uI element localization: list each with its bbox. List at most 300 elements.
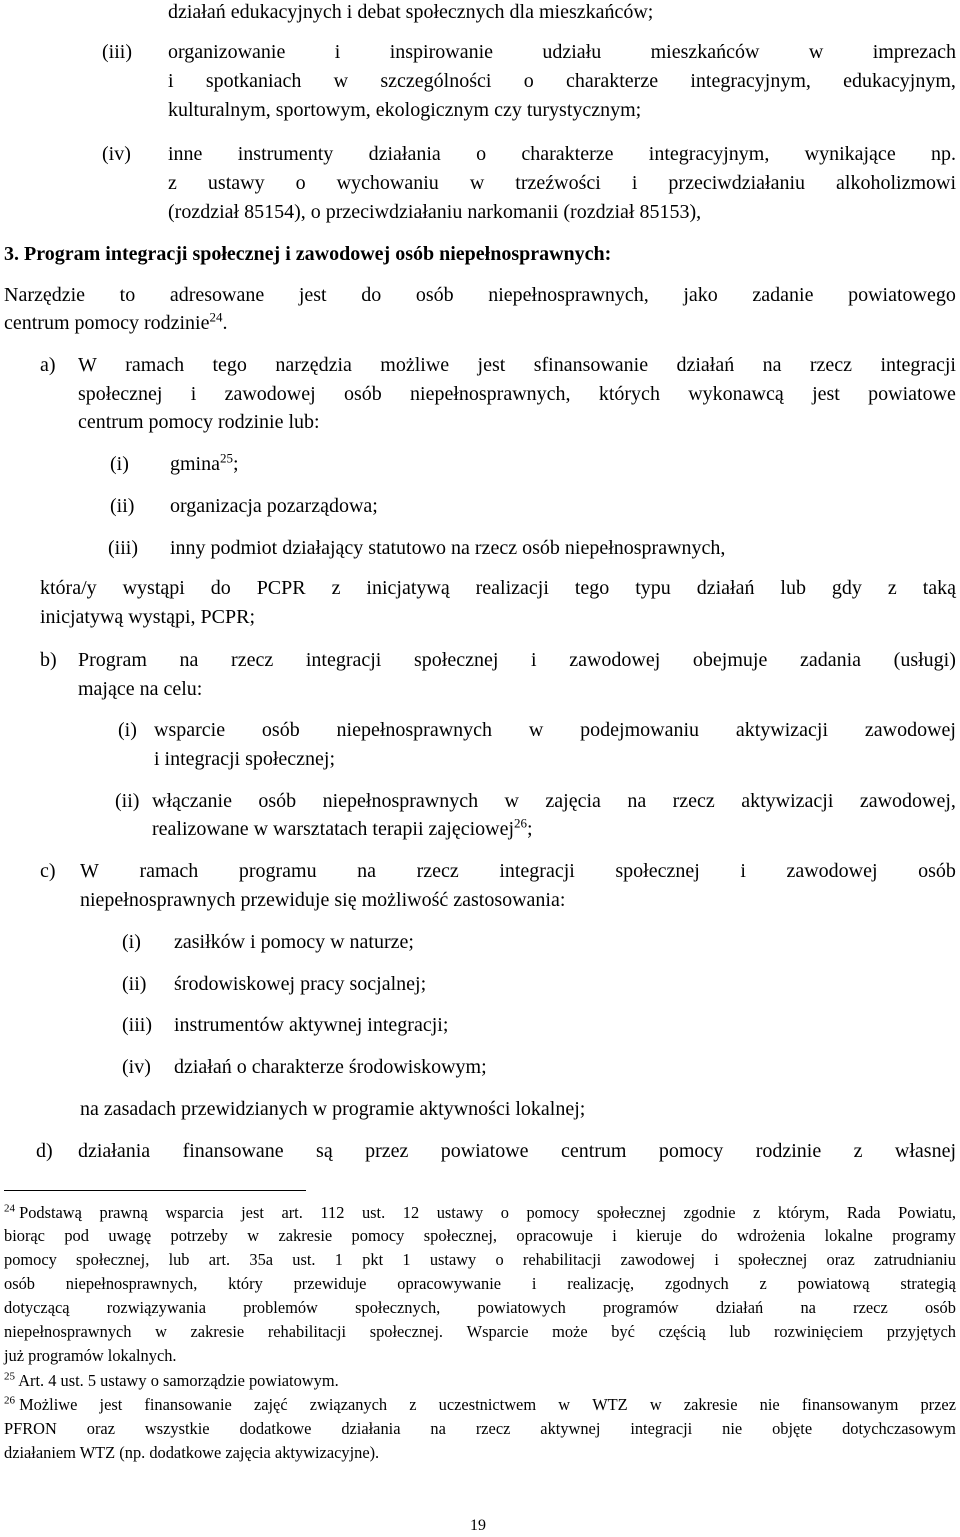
word: w — [247, 1226, 260, 1245]
word: do — [701, 1226, 718, 1245]
word: osób — [4, 1274, 35, 1293]
text-line — [78, 353, 956, 377]
word: dodatkowe — [239, 1419, 312, 1438]
footnote-ref: 24 — [209, 309, 223, 325]
word: na — [800, 1298, 816, 1317]
word: typu — [635, 577, 671, 599]
word: możliwe — [380, 354, 450, 376]
word: biorąc — [4, 1226, 45, 1245]
word: zatrudnianiu — [873, 1250, 956, 1269]
list-label: (iii) — [102, 41, 132, 63]
word: o — [476, 143, 487, 165]
word: społecznej — [413, 649, 499, 671]
word: społecznej, — [76, 1250, 150, 1269]
footnote-25 — [4, 1369, 339, 1392]
word: niepełnosprawnych — [4, 1322, 132, 1341]
word: społecznej. — [369, 1322, 443, 1341]
word: powiatową — [797, 1274, 870, 1293]
word: lub — [729, 1322, 751, 1341]
word: społecznej — [78, 383, 163, 405]
word: zakresie — [683, 1395, 738, 1414]
word: integracji — [630, 1419, 693, 1438]
word: niepełnosprawnych, — [65, 1274, 198, 1293]
word: wszystkie — [144, 1419, 210, 1438]
text-span: ; — [233, 453, 239, 475]
word: do — [210, 577, 231, 599]
word: zawodowej, — [859, 790, 956, 812]
word: sfinansowanie — [533, 354, 649, 376]
word: aktywizacji — [741, 790, 834, 812]
word: realizację, — [567, 1274, 635, 1293]
word: rzecz — [809, 354, 853, 376]
word: działania — [341, 1419, 401, 1438]
word: wynikające — [804, 143, 896, 165]
footnote-ref: 25 — [220, 450, 233, 466]
word: jako — [683, 284, 718, 306]
word: Rada — [846, 1203, 881, 1222]
word: których — [598, 383, 660, 405]
list-label: (iv) — [102, 143, 131, 165]
word: osób — [261, 719, 300, 741]
word: np. — [931, 143, 956, 165]
text-line: centrum pomocy rodzinie lub: — [78, 411, 320, 433]
word: z — [759, 1274, 767, 1293]
list-label: (iii) — [122, 1014, 152, 1036]
word: zawodowej — [224, 383, 316, 405]
word: kieruje — [636, 1226, 682, 1245]
list-label: (iii) — [108, 537, 138, 559]
word: zawodowej — [569, 649, 661, 671]
word: powiatowego — [848, 284, 956, 306]
word: przyjętych — [886, 1322, 956, 1341]
word: z — [168, 172, 177, 194]
word: zawodowej — [620, 1250, 696, 1269]
word: w — [649, 1395, 662, 1414]
word: nie — [722, 1419, 743, 1438]
word: rehabilitacji — [267, 1322, 347, 1341]
word: objęte — [772, 1419, 813, 1438]
word: pkt — [362, 1250, 384, 1269]
word: i — [740, 860, 746, 882]
word: charakterze — [521, 143, 614, 165]
word: udziału — [542, 41, 602, 63]
word: i — [190, 383, 197, 405]
text-line — [78, 382, 956, 406]
word: osób — [343, 383, 382, 405]
word: działania — [78, 1140, 151, 1162]
word: rodzinie — [755, 1140, 822, 1162]
word: w — [558, 1395, 571, 1414]
list-label: (i) — [118, 719, 137, 741]
word: programy — [892, 1226, 956, 1245]
word: pod — [64, 1226, 89, 1245]
word: i — [168, 70, 174, 92]
word: społecznej — [615, 860, 700, 882]
text-line — [152, 817, 533, 841]
list-label: d) — [36, 1140, 53, 1162]
word: i — [631, 172, 638, 194]
word: wykonawcą — [688, 383, 784, 405]
word: tego — [212, 354, 247, 376]
word: i — [334, 41, 341, 63]
word: to — [119, 284, 136, 306]
word: wdrożenia — [736, 1226, 806, 1245]
word: zgodnych — [664, 1274, 729, 1293]
word: integracyjnym, — [648, 143, 770, 165]
text-line: (rozdział 85154), o przeciwdziałaniu narkomanii (rozdział 85153), — [168, 201, 702, 223]
word: przewiduje — [293, 1274, 367, 1293]
word: ustawy — [436, 1203, 484, 1222]
word: WTZ — [592, 1395, 628, 1414]
list-label: (ii) — [110, 495, 135, 517]
word: jest — [99, 1395, 123, 1414]
word: pomocy — [526, 1203, 580, 1222]
text-line: inicjatywą wystąpi, PCPR; — [40, 606, 255, 628]
word: taką — [922, 577, 956, 599]
word: mieszkańców — [650, 41, 760, 63]
word: imprezach — [872, 41, 956, 63]
text-line — [168, 69, 956, 93]
word: w — [528, 719, 544, 741]
word: na — [762, 354, 782, 376]
word: Program — [78, 649, 147, 671]
word: zajęcia — [545, 790, 601, 812]
word: i — [714, 1250, 719, 1269]
footnote-24-line — [4, 1201, 956, 1224]
word: o — [495, 1250, 504, 1269]
word: zakresie — [278, 1226, 333, 1245]
footnote-number: 25 — [4, 1370, 15, 1383]
text-line — [4, 283, 956, 307]
text-span: ; — [527, 818, 533, 840]
list-label: (i) — [122, 931, 141, 953]
word: uczestnictwem — [438, 1395, 537, 1414]
word: i — [531, 1274, 537, 1293]
text-line: środowiskowej pracy socjalnej; — [174, 973, 427, 995]
word: działań — [715, 1298, 764, 1317]
word: lub — [780, 577, 806, 599]
word: społecznej, — [423, 1226, 498, 1245]
text-span: realizowane w warsztatach terapii zajęciowej — [152, 818, 515, 840]
text-span: gmina — [170, 453, 220, 475]
word: inspirowanie — [389, 41, 493, 63]
word: w — [155, 1322, 167, 1341]
word: na — [430, 1419, 446, 1438]
word: 12 — [402, 1203, 420, 1222]
word: lub — [168, 1250, 190, 1269]
word: pomocy — [658, 1140, 724, 1162]
word: działań — [676, 354, 735, 376]
word: zadanie — [752, 284, 814, 306]
word: osób — [924, 1298, 956, 1317]
word: być — [611, 1322, 635, 1341]
footnote-number: 26 — [4, 1394, 15, 1407]
footnote-ref: 26 — [514, 815, 528, 831]
word: działań — [696, 577, 755, 599]
word: osób — [415, 284, 454, 306]
text-line: instrumentów aktywnej integracji; — [174, 1014, 449, 1036]
word: z — [331, 577, 341, 599]
word: w — [333, 70, 349, 92]
word: niepełnosprawnych, — [410, 383, 571, 405]
word: powiatowych — [477, 1298, 566, 1317]
text-line — [78, 648, 956, 672]
text-line: działań o charakterze środowiskowym; — [174, 1056, 487, 1078]
word: lokalne — [824, 1226, 873, 1245]
footnote-24-line — [4, 1320, 956, 1343]
word: prawną — [99, 1203, 148, 1222]
word: w — [469, 172, 485, 194]
word: instrumenty — [237, 143, 334, 165]
word: i — [612, 1226, 617, 1245]
footnote-24-line: już programów lokalnych. — [4, 1346, 177, 1365]
word: ustawy — [429, 1250, 477, 1269]
text-line: na zasadach przewidzianych w programie aktywności lokalnej; — [80, 1098, 586, 1120]
word: na — [357, 860, 377, 882]
word: rzecz — [416, 860, 459, 882]
word: niepełnosprawnych — [322, 790, 479, 812]
word: realizacji — [475, 577, 549, 599]
text-line — [78, 1139, 956, 1163]
word: Narzędzie — [4, 284, 86, 306]
word: finansowanym — [801, 1395, 899, 1414]
text-line: mające na celu: — [78, 678, 203, 700]
list-label: a) — [40, 354, 56, 376]
word: przeciwdziałaniu — [668, 172, 805, 194]
text-line — [170, 452, 239, 476]
word: która/y — [40, 577, 97, 599]
word: rzecz — [672, 790, 715, 812]
word: wychowaniu — [336, 172, 439, 194]
text-line: niepełnosprawnych przewiduje się możliwość zastosowania: — [80, 889, 566, 911]
text-line: organizacja pozarządowa; — [170, 495, 378, 517]
word: przez — [365, 1140, 409, 1162]
word: zawodowej — [786, 860, 878, 882]
word: do — [361, 284, 382, 306]
word: rozwinięciem — [773, 1322, 864, 1341]
word: 1 — [402, 1250, 411, 1269]
footnote-26-line: działaniem WTZ (np. dodatkowe zajęcia aktywizacyjne). — [4, 1443, 380, 1462]
text-line: zasiłków i pomocy w naturze; — [174, 931, 414, 953]
list-label: c) — [40, 860, 56, 882]
word: w — [504, 790, 519, 812]
word: dotychczasowym — [842, 1419, 956, 1438]
word: społecznych, — [355, 1298, 441, 1317]
footnote-24-line — [4, 1248, 956, 1271]
word: niepełnosprawnych — [336, 719, 493, 741]
word: rozwiązywania — [106, 1298, 206, 1317]
word: może — [552, 1322, 588, 1341]
list-label: (iv) — [122, 1056, 151, 1078]
word: zadania — [799, 649, 862, 671]
word: PCPR — [256, 577, 306, 599]
text-line — [168, 40, 956, 64]
word: problemów — [243, 1298, 318, 1317]
word: centrum — [560, 1140, 627, 1162]
text-line: działań edukacyjnych i debat społecznych dla mieszkańców; — [168, 1, 654, 23]
list-label: (ii) — [122, 973, 147, 995]
word: zajęć — [253, 1395, 288, 1414]
word: wystąpi — [122, 577, 185, 599]
text-span: . — [222, 312, 228, 334]
word: dotyczącą — [4, 1298, 70, 1317]
word: szczególności — [380, 70, 492, 92]
word: społecznej — [738, 1250, 808, 1269]
word: (usługi) — [893, 649, 956, 671]
list-label: b) — [40, 649, 57, 671]
word: i — [531, 649, 537, 671]
word: programów — [603, 1298, 679, 1317]
word: opracowywanie — [397, 1274, 502, 1293]
footnote-24-line — [4, 1296, 956, 1319]
word: inne — [168, 143, 203, 165]
word: finansowanie — [144, 1395, 232, 1414]
list-label: (ii) — [115, 790, 140, 812]
footnote-26-line — [4, 1417, 956, 1440]
word: związanych — [309, 1395, 388, 1414]
word: włączanie — [152, 790, 232, 812]
word: jest — [812, 383, 840, 405]
word: aktywizacji — [735, 719, 829, 741]
word: $^{24}$ Podstawą — [4, 1202, 82, 1222]
text-span: centrum pomocy rodzinie — [4, 312, 210, 334]
word: rzecz — [853, 1298, 888, 1317]
footnote-number: 24 — [4, 1202, 15, 1215]
word: przez — [920, 1395, 956, 1414]
word: alkoholizmowi — [836, 172, 956, 194]
section-heading: 3. Program integracji społecznej i zawodowej osób niepełnosprawnych: — [4, 243, 612, 265]
footnote-24-line — [4, 1272, 956, 1295]
word: aktywnej — [540, 1419, 601, 1438]
word: integracji — [499, 860, 575, 882]
word: pomocy — [4, 1250, 57, 1269]
list-label: (i) — [110, 453, 129, 475]
word: 35a — [249, 1250, 274, 1269]
text-line — [152, 789, 956, 813]
word: W — [78, 354, 97, 376]
word: gdy — [831, 577, 862, 599]
word: integracji — [880, 354, 956, 376]
word: integracyjnym, — [690, 70, 811, 92]
word: zawodowej — [864, 719, 956, 741]
word: na — [627, 790, 647, 812]
word: niepełnosprawnych, — [488, 284, 649, 306]
word: w — [808, 41, 824, 63]
word: trzeźwości — [515, 172, 601, 194]
word: obejmuje — [692, 649, 768, 671]
word: zakresie — [190, 1322, 245, 1341]
word: ust. — [292, 1250, 316, 1269]
word: częścią — [658, 1322, 706, 1341]
word: wsparcie — [154, 719, 226, 741]
word: oraz — [826, 1250, 855, 1269]
word: spotkaniach — [205, 70, 302, 92]
word: jest — [298, 284, 327, 306]
text-line — [154, 718, 956, 742]
word: powiatowe — [868, 383, 956, 405]
footnote-text: Art. 4 ust. 5 ustawy o samorządzie powiatowym. — [18, 1371, 339, 1390]
text-line: i integracji społecznej; — [154, 748, 336, 770]
word: programu — [238, 860, 317, 882]
word: 112 — [320, 1203, 345, 1222]
word: finansowane — [182, 1140, 284, 1162]
word: osób — [258, 790, 297, 812]
page-number: 19 — [470, 1517, 486, 1534]
word: integracji — [305, 649, 382, 671]
word: jest — [241, 1203, 264, 1222]
word: który — [228, 1274, 263, 1293]
word: o — [523, 70, 534, 92]
text-line — [168, 171, 956, 195]
word: wsparcia — [165, 1203, 224, 1222]
word: działania — [368, 143, 441, 165]
word: Powiatu, — [898, 1203, 956, 1222]
word: jest — [477, 354, 506, 376]
word: pomocy — [351, 1226, 405, 1245]
word: z — [887, 577, 897, 599]
footnote-26-line — [4, 1393, 956, 1416]
word: ust. — [361, 1203, 386, 1222]
word: nie — [759, 1395, 780, 1414]
word: z — [753, 1203, 761, 1222]
word: charakterze — [565, 70, 659, 92]
word: uwagę — [108, 1226, 152, 1245]
word: rzecz — [231, 649, 274, 671]
word: 1 — [334, 1250, 343, 1269]
word: zgodnie — [683, 1203, 736, 1222]
word: własnej — [894, 1140, 956, 1162]
word: ustawy — [207, 172, 265, 194]
word: strategią — [900, 1274, 956, 1293]
word: o — [500, 1203, 509, 1222]
word: podejmowaniu — [580, 719, 700, 741]
word: PFRON — [4, 1419, 57, 1438]
word: są — [316, 1140, 333, 1162]
word: opracowuje — [516, 1226, 593, 1245]
footnote-separator — [4, 1190, 306, 1191]
footnote-24-line — [4, 1224, 956, 1247]
word: powiatowe — [440, 1140, 529, 1162]
word: oraz — [86, 1419, 115, 1438]
word: art. — [208, 1250, 231, 1269]
word: potrzeby — [170, 1226, 228, 1245]
word: rzecz — [475, 1419, 511, 1438]
word: na — [179, 649, 199, 671]
word: inicjatywą — [366, 577, 450, 599]
word: Wsparcie — [466, 1322, 529, 1341]
text-line — [168, 142, 956, 166]
word: ramach — [139, 860, 199, 882]
word: edukacyjnym, — [843, 70, 956, 92]
text-line — [40, 576, 956, 600]
text-line: kulturalnym, sportowym, ekologicznym czy turystycznym; — [168, 99, 642, 121]
word: o — [295, 172, 306, 194]
text-line: inny podmiot działający statutowo na rzecz osób niepełnosprawnych, — [170, 537, 726, 559]
word: osób — [918, 860, 956, 882]
word: tego — [574, 577, 610, 599]
word: $^{26}$ Możliwe — [4, 1394, 78, 1414]
word: ramach — [125, 354, 185, 376]
text-line — [80, 859, 956, 883]
word: organizowanie — [168, 41, 286, 63]
word: którym, — [777, 1203, 830, 1222]
text-line — [4, 311, 228, 335]
word: W — [80, 860, 99, 882]
word: z — [409, 1395, 417, 1414]
word: art. — [281, 1203, 303, 1222]
word: społecznej — [596, 1203, 667, 1222]
word: adresowane — [169, 284, 265, 306]
